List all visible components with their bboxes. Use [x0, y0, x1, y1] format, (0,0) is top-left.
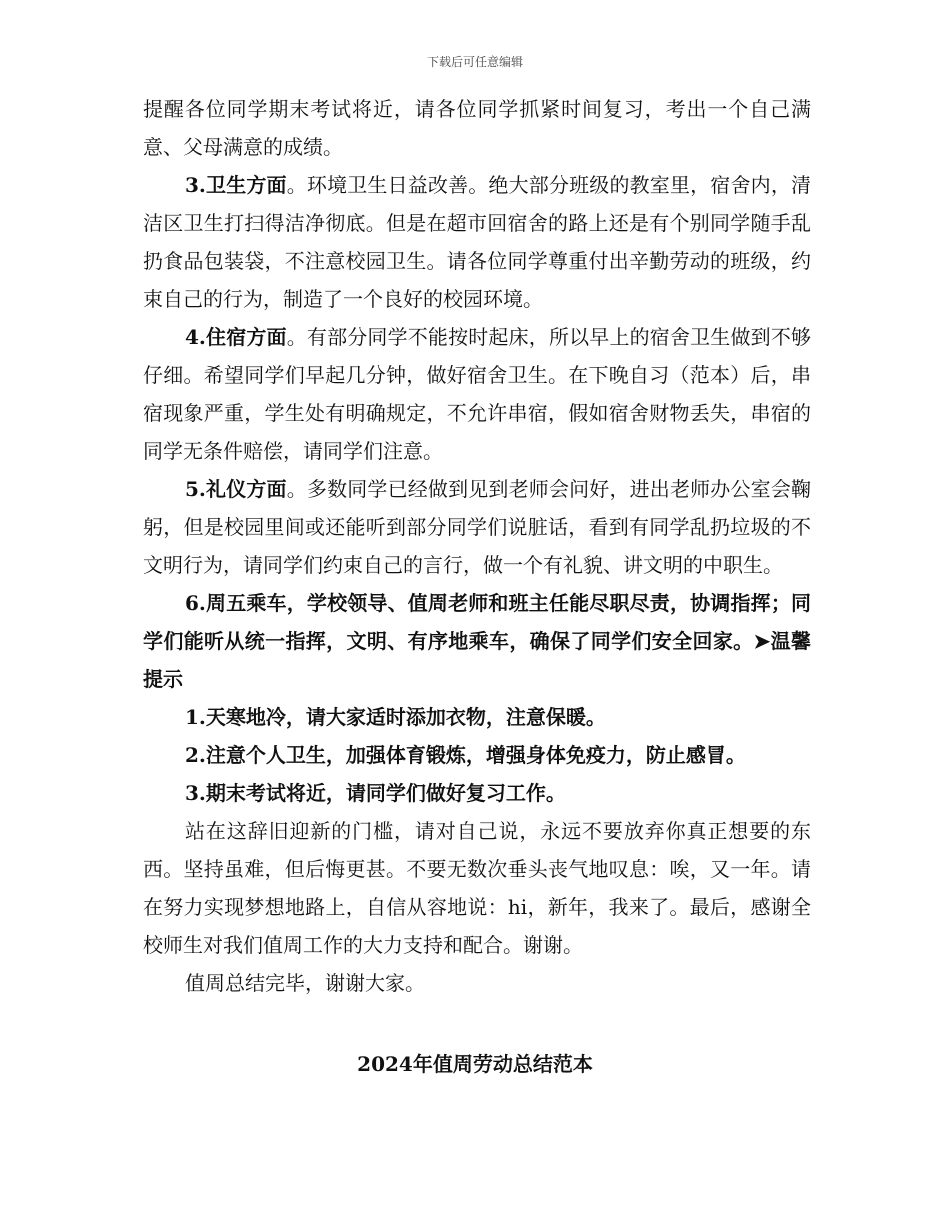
paragraph-closing	[143, 812, 811, 964]
paragraph-lead: 6.周五乘车，学校领导、值周老师和班主任能尽职尽责，协调指挥；同学们能听从统一指挥，文明、有序地乘车，确保了同学们安全回家。➤温馨提示	[143, 591, 811, 691]
tip-item-3	[143, 774, 811, 812]
paragraph-etiquette	[143, 470, 811, 584]
paragraph-text: 提醒各位同学期末考试将近，请各位同学抓紧时间复习，考出一个自己满意、父母满意的成绩。	[143, 97, 811, 159]
paragraph-lead: 3.卫生方面	[185, 173, 287, 197]
paragraph-text: 。环境卫生日益改善。绝大部分班级的教室里，宿舍内，清洁区卫生打扫得洁净彻底。但是在超市回宿舍的路上还是有个别同学随手乱扔食品包装袋，不注意校园卫生。请各位同学尊重付出辛勤劳动的班级，约束自己的行为，制造了一个良好的校园环境。	[143, 173, 811, 311]
tip-text: 1.天寒地冷，请大家适时添加衣物，注意保暖。	[185, 705, 606, 729]
paragraph-lead: 4.住宿方面	[185, 325, 287, 349]
paragraph-end	[143, 964, 811, 1002]
paragraph-bus	[143, 584, 811, 698]
tip-item-1	[143, 698, 811, 736]
paragraph-text: 值周总结完毕，谢谢大家。	[185, 971, 425, 995]
paragraph-dormitory	[143, 318, 811, 470]
paragraph-text: 。多数同学已经做到见到老师会问好，进出老师办公室会鞠躬，但是校园里间或还能听到部分同学们说脏话，看到有同学乱扔垃圾的不文明行为，请同学们约束自己的言行，做一个有礼貌、讲文明的中职生。	[143, 477, 811, 577]
tip-item-2	[143, 736, 811, 774]
paragraph-text: 。有部分同学不能按时起床，所以早上的宿舍卫生做到不够仔细。希望同学们早起几分钟，做好宿舍卫生。在下晚自习（范本）后，串宿现象严重，学生处有明确规定，不允许串宿，假如宿舍财物丢失，串宿的同学无条件赔偿，请同学们注意。	[143, 325, 811, 463]
paragraph-text: 站在这辞旧迎新的门槛，请对自己说，永远不要放弃你真正想要的东西。坚持虽难，但后悔更甚。不要无数次垂头丧气地叹息：唉，又一年。请在努力实现梦想地路上，自信从容地说：hi，新年，我来了。最后，感谢全校师生对我们值周工作的大力支持和配合。谢谢。	[143, 819, 811, 957]
document-body	[143, 90, 811, 1002]
paragraph-intro	[143, 90, 811, 166]
paragraph-lead: 5.礼仪方面	[185, 477, 287, 501]
paragraph-hygiene	[143, 166, 811, 318]
tip-text: 2.注意个人卫生，加强体育锻炼，增强身体免疫力，防止感冒。	[185, 743, 746, 767]
next-document-title: 2024年值周劳动总结范本	[357, 1052, 593, 1076]
page-header: 下载后可任意编辑	[426, 55, 523, 69]
tip-text: 3.期末考试将近，请同学们做好复习工作。	[185, 781, 566, 805]
